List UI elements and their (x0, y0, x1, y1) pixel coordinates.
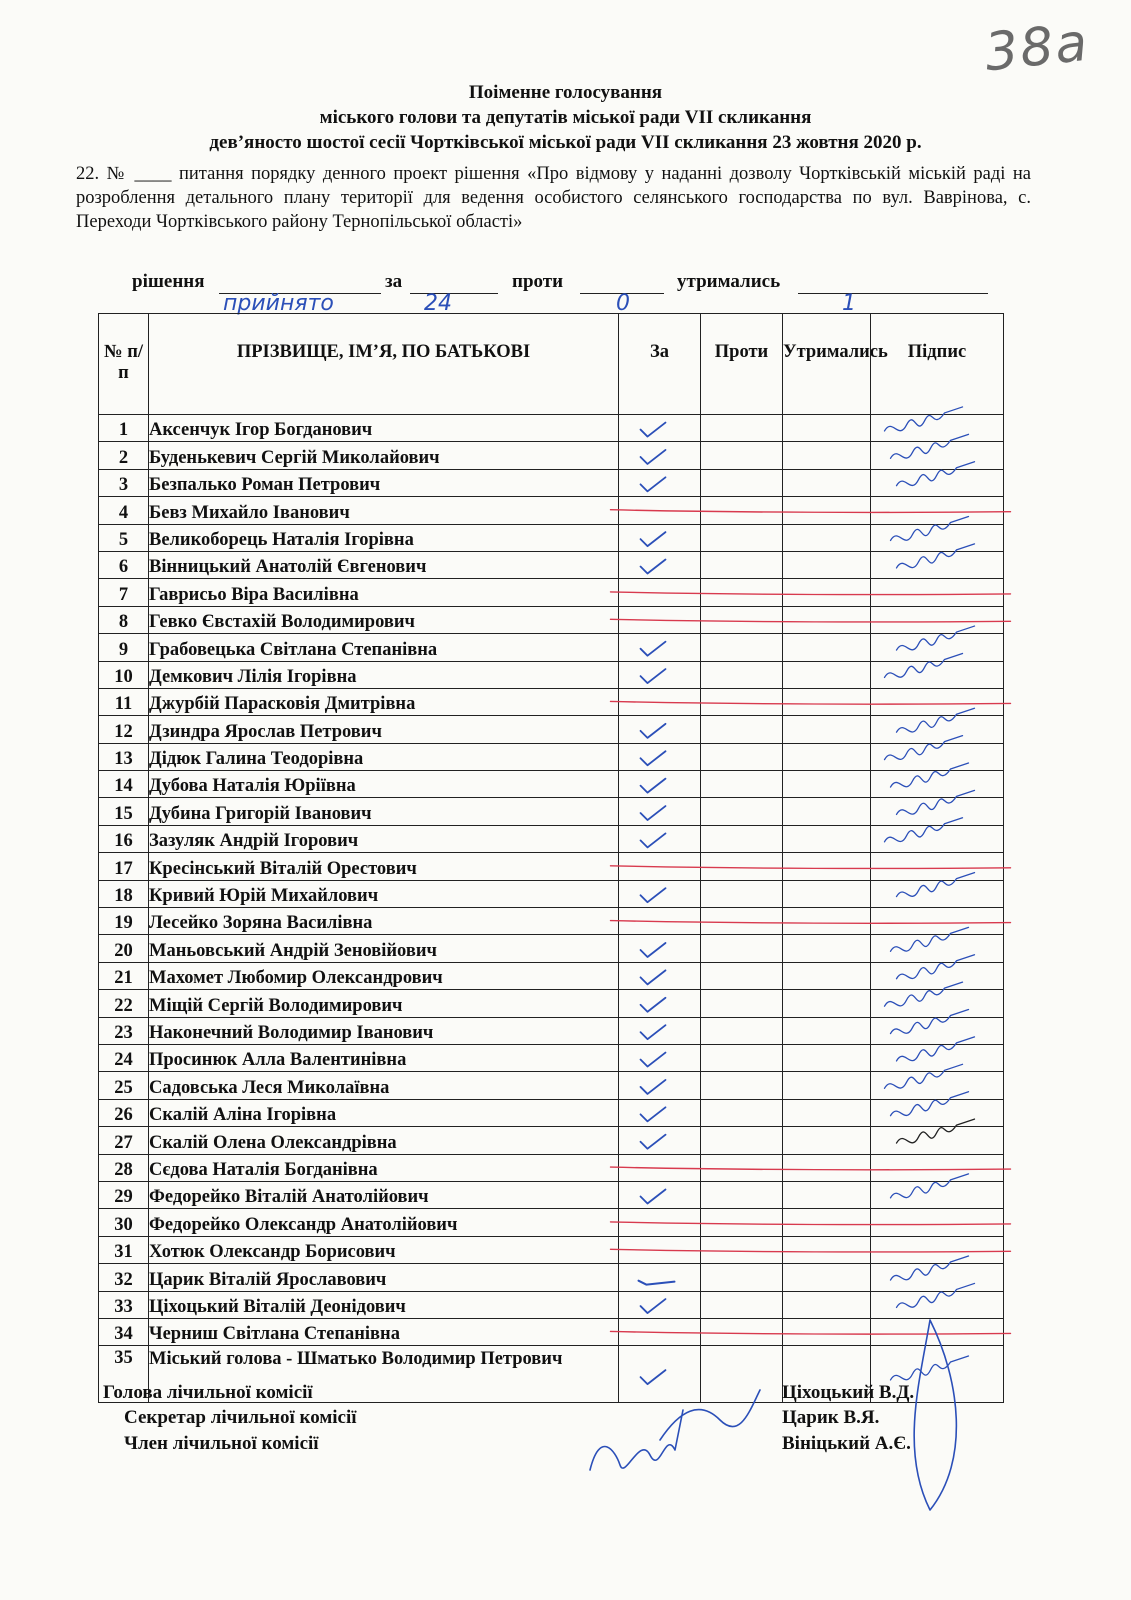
vote-abstained-cell (783, 551, 871, 578)
abstained-underline (798, 291, 988, 316)
vote-abstained-cell (783, 688, 871, 715)
deputy-name: Бевз Михайло Іванович (149, 497, 619, 524)
vote-for-cell (619, 1154, 701, 1181)
vote-abstained-cell (783, 1017, 871, 1044)
row-number: 9 (99, 634, 149, 661)
signature-cell (871, 524, 1004, 551)
vote-against-cell (701, 825, 783, 852)
vote-abstained-cell (783, 743, 871, 770)
signature-cell (871, 442, 1004, 469)
deputy-name: Міський голова - Шматько Володимир Петрович (149, 1346, 619, 1403)
deputy-name: Махомет Любомир Олександрович (149, 962, 619, 989)
signature-cell (871, 469, 1004, 496)
vote-abstained-cell (783, 908, 871, 935)
chair-name: Ціхоцький В.Д. (782, 1382, 915, 1403)
signature-cell (871, 688, 1004, 715)
vote-abstained-cell (783, 1154, 871, 1181)
vote-against-cell (701, 935, 783, 962)
table-row (99, 1209, 1004, 1236)
vote-against-cell (701, 1318, 783, 1345)
signature-cell (871, 1127, 1004, 1154)
header-name: ПРІЗВИЩЕ, ІМ’Я, ПО БАТЬКОВІ (149, 314, 619, 415)
signature-cell (871, 1017, 1004, 1044)
vote-against-cell (701, 688, 783, 715)
vote-for-cell (619, 1209, 701, 1236)
row-number: 4 (99, 497, 149, 524)
table-row (99, 1236, 1004, 1263)
row-number: 34 (99, 1318, 149, 1345)
vote-against-cell (701, 853, 783, 880)
vote-abstained-cell (783, 880, 871, 907)
vote-for-cell (619, 1264, 701, 1291)
vote-abstained-cell (783, 634, 871, 661)
signature-cell (871, 1181, 1004, 1208)
vote-for-cell (619, 634, 701, 661)
vote-abstained-cell (783, 935, 871, 962)
vote-against-cell (701, 415, 783, 442)
row-number: 19 (99, 908, 149, 935)
vote-abstained-cell (783, 1099, 871, 1126)
header-against: Проти (701, 314, 783, 415)
deputy-name: Хотюк Олександр Борисович (149, 1236, 619, 1263)
signature-cell (871, 908, 1004, 935)
secretary-name: Царик В.Я. (782, 1407, 880, 1428)
vote-abstained-cell (783, 1291, 871, 1318)
vote-against-cell (701, 1264, 783, 1291)
vote-against-cell (701, 551, 783, 578)
vote-for-cell (619, 551, 701, 578)
vote-against-cell (701, 908, 783, 935)
vote-against-cell (701, 497, 783, 524)
vote-against-cell (701, 1127, 783, 1154)
vote-against-cell (701, 1099, 783, 1126)
row-number: 30 (99, 1209, 149, 1236)
vote-against-cell (701, 990, 783, 1017)
vote-against-cell (701, 771, 783, 798)
vote-abstained-cell (783, 579, 871, 606)
table-row (99, 1154, 1004, 1181)
row-number: 12 (99, 716, 149, 743)
member-name: Вініцький А.Є. (782, 1433, 911, 1454)
deputy-name: Демкович Лілія Ігорівна (149, 661, 619, 688)
vote-against-cell (701, 469, 783, 496)
signature-cell (871, 771, 1004, 798)
signature-cell (871, 880, 1004, 907)
vote-against-cell (701, 579, 783, 606)
table-row (99, 1017, 1004, 1044)
row-number: 35 (99, 1346, 149, 1403)
signature-cell (871, 1318, 1004, 1345)
signature-cell (871, 634, 1004, 661)
vote-abstained-cell (783, 1318, 871, 1345)
vote-against-cell (701, 634, 783, 661)
roll-call-table (98, 313, 1004, 1403)
row-number: 14 (99, 771, 149, 798)
deputy-name: Царик Віталій Ярославович (149, 1264, 619, 1291)
table-row (99, 1318, 1004, 1345)
table-row (99, 990, 1004, 1017)
row-number: 23 (99, 1017, 149, 1044)
deputy-name: Скалій Аліна Ігорівна (149, 1099, 619, 1126)
signature-cell (871, 1236, 1004, 1263)
vote-abstained-cell (783, 853, 871, 880)
deputy-name: Лесейко Зоряна Василівна (149, 908, 619, 935)
against-count: 0 (616, 291, 630, 316)
signature-cell (871, 990, 1004, 1017)
deputy-name: Зазуляк Андрій Ігорович (149, 825, 619, 852)
deputy-name: Безпалько Роман Петрович (149, 469, 619, 496)
counting-commission-chair-label: Голова лічильної комісії (103, 1382, 313, 1403)
table-row (99, 579, 1004, 606)
vote-for-cell (619, 962, 701, 989)
signature-cell (871, 1154, 1004, 1181)
signature-cell (871, 661, 1004, 688)
vote-abstained-cell (783, 415, 871, 442)
vote-for-cell (619, 1181, 701, 1208)
signature-cell (871, 551, 1004, 578)
deputy-name: Грабовецька Світлана Степанівна (149, 634, 619, 661)
deputy-name: Аксенчук Ігор Богданович (149, 415, 619, 442)
header-number: № п/п (99, 314, 149, 415)
row-number: 2 (99, 442, 149, 469)
signature-cell (871, 798, 1004, 825)
deputy-name: Маньовський Андрій Зеновійович (149, 935, 619, 962)
row-number: 21 (99, 962, 149, 989)
deputy-name: Просинюк Алла Валентинівна (149, 1044, 619, 1071)
vote-abstained-cell (783, 771, 871, 798)
signature-cell (871, 853, 1004, 880)
header-for: За (619, 314, 701, 415)
table-row (99, 524, 1004, 551)
vote-abstained-cell (783, 1072, 871, 1099)
signature-cell (871, 1264, 1004, 1291)
header-signature: Підпис (871, 314, 1004, 415)
commission-signature-1 (590, 1410, 683, 1470)
vote-against-cell (701, 1072, 783, 1099)
table-row (99, 825, 1004, 852)
vote-against-cell (701, 798, 783, 825)
vote-for-cell (619, 661, 701, 688)
deputy-name: Джурбій Парасковія Дмитрівна (149, 688, 619, 715)
signature-cell (871, 497, 1004, 524)
table-row (99, 1127, 1004, 1154)
row-number: 20 (99, 935, 149, 962)
vote-for-cell (619, 743, 701, 770)
table-row (99, 1181, 1004, 1208)
row-number: 17 (99, 853, 149, 880)
row-number: 13 (99, 743, 149, 770)
deputy-name: Міщій Сергій Володимирович (149, 990, 619, 1017)
vote-for-cell (619, 1291, 701, 1318)
vote-against-cell (701, 1017, 783, 1044)
signature-cell (871, 935, 1004, 962)
vote-against-cell (701, 524, 783, 551)
row-number: 26 (99, 1099, 149, 1126)
vote-abstained-cell (783, 606, 871, 633)
abstained-count: 1 (842, 291, 856, 316)
for-count: 24 (424, 291, 452, 316)
row-number: 10 (99, 661, 149, 688)
vote-against-cell (701, 880, 783, 907)
vote-for-cell (619, 442, 701, 469)
vote-against-cell (701, 1209, 783, 1236)
signature-cell (871, 1044, 1004, 1071)
vote-abstained-cell (783, 661, 871, 688)
vote-for-cell (619, 1099, 701, 1126)
row-number: 31 (99, 1236, 149, 1263)
row-number: 29 (99, 1181, 149, 1208)
vote-for-cell (619, 853, 701, 880)
page-number: 38а (982, 12, 1092, 84)
deputy-name: Дідюк Галина Теодорівна (149, 743, 619, 770)
deputy-name: Кривий Юрій Михайлович (149, 880, 619, 907)
vote-abstained-cell (783, 716, 871, 743)
vote-against-cell (701, 1181, 783, 1208)
vote-abstained-cell (783, 442, 871, 469)
vote-abstained-cell (783, 497, 871, 524)
vote-for-cell (619, 469, 701, 496)
deputy-name: Наконечний Володимир Іванович (149, 1017, 619, 1044)
vote-for-cell (619, 771, 701, 798)
vote-for-cell (619, 1044, 701, 1071)
table-row (99, 880, 1004, 907)
decision-value: прийнято (223, 291, 334, 316)
table-row (99, 442, 1004, 469)
deputy-name: Дубина Григорій Іванович (149, 798, 619, 825)
vote-for-cell (619, 688, 701, 715)
deputy-name: Скалій Олена Олександрівна (149, 1127, 619, 1154)
vote-against-cell (701, 1154, 783, 1181)
vote-abstained-cell (783, 990, 871, 1017)
deputy-name: Садовська Леся Миколаївна (149, 1072, 619, 1099)
decision-label: рішення (132, 271, 205, 292)
row-number: 32 (99, 1264, 149, 1291)
vote-against-cell (701, 442, 783, 469)
row-number: 3 (99, 469, 149, 496)
deputy-name: Федорейко Віталій Анатолійович (149, 1181, 619, 1208)
table-row (99, 771, 1004, 798)
deputy-name: Дзиндра Ярослав Петрович (149, 716, 619, 743)
deputy-name: Дубова Наталія Юріївна (149, 771, 619, 798)
document-subtitle: міського голови та депутатів міської ради VII скликання (319, 107, 812, 128)
agenda-item-text: 22. № ____ питання порядку денного проект рішення «Про відмову у наданні дозволу Чортківській міській раді на розроблення детального плану території для ведення особистого селянського господарства по вул. Ваврінова, с. Переходи Чортківського району Тернопільської області» (76, 164, 1031, 232)
row-number: 6 (99, 551, 149, 578)
signature-cell (871, 743, 1004, 770)
counting-commission-secretary-label: Секретар лічильної комісії (124, 1407, 357, 1428)
vote-for-cell (619, 579, 701, 606)
vote-against-cell (701, 962, 783, 989)
vote-abstained-cell (783, 798, 871, 825)
deputy-name: Кресінський Віталій Орестович (149, 853, 619, 880)
signature-cell (871, 415, 1004, 442)
deputy-name: Великоборець Наталія Ігорівна (149, 524, 619, 551)
signature-cell (871, 825, 1004, 852)
row-number: 33 (99, 1291, 149, 1318)
header-abstained: Утримались (783, 314, 871, 415)
deputy-name: Гаврисьо Віра Василівна (149, 579, 619, 606)
table-row (99, 1264, 1004, 1291)
vote-abstained-cell (783, 1044, 871, 1071)
deputy-name: Черниш Світлана Степанівна (149, 1318, 619, 1345)
vote-against-cell (701, 661, 783, 688)
table-row (99, 1072, 1004, 1099)
vote-against-cell (701, 716, 783, 743)
vote-for-cell (619, 880, 701, 907)
vote-for-cell (619, 798, 701, 825)
vote-for-cell (619, 606, 701, 633)
vote-abstained-cell (783, 1209, 871, 1236)
table-row (99, 634, 1004, 661)
row-number: 8 (99, 606, 149, 633)
vote-for-cell (619, 716, 701, 743)
row-number: 1 (99, 415, 149, 442)
vote-for-cell (619, 1127, 701, 1154)
signature-cell (871, 1291, 1004, 1318)
row-number: 24 (99, 1044, 149, 1071)
table-row (99, 688, 1004, 715)
signature-cell (871, 606, 1004, 633)
table-row (99, 716, 1004, 743)
table-row (99, 1099, 1004, 1126)
row-number: 22 (99, 990, 149, 1017)
signature-cell (871, 579, 1004, 606)
vote-abstained-cell (783, 825, 871, 852)
vote-abstained-cell (783, 1264, 871, 1291)
table-row (99, 853, 1004, 880)
decision-summary (132, 263, 1032, 316)
deputy-name: Буденькевич Сергій Миколайович (149, 442, 619, 469)
table-row (99, 661, 1004, 688)
vote-for-cell (619, 825, 701, 852)
row-number: 15 (99, 798, 149, 825)
table-row (99, 798, 1004, 825)
deputy-name: Сєдова Наталія Богданівна (149, 1154, 619, 1181)
table-row (99, 908, 1004, 935)
document-title: Поіменне голосування (468, 82, 663, 103)
table-row (99, 551, 1004, 578)
vote-for-cell (619, 935, 701, 962)
signature-cell (871, 962, 1004, 989)
against-underline (580, 291, 664, 316)
vote-for-cell (619, 524, 701, 551)
decision-underline (219, 291, 381, 316)
counting-commission-member-label: Член лічильної комісії (124, 1433, 319, 1454)
row-number: 18 (99, 880, 149, 907)
vote-for-cell (619, 415, 701, 442)
vote-against-cell (701, 606, 783, 633)
row-number: 5 (99, 524, 149, 551)
signature-cell (871, 716, 1004, 743)
vote-for-cell (619, 908, 701, 935)
table-row (99, 1291, 1004, 1318)
signature-cell (871, 1072, 1004, 1099)
table-row (99, 743, 1004, 770)
vote-for-cell (619, 1072, 701, 1099)
table-row (99, 606, 1004, 633)
against-label: проти (512, 271, 564, 292)
row-number: 28 (99, 1154, 149, 1181)
table-row (99, 935, 1004, 962)
row-number: 27 (99, 1127, 149, 1154)
vote-against-cell (701, 1236, 783, 1263)
table-row (99, 1044, 1004, 1071)
row-number: 16 (99, 825, 149, 852)
vote-abstained-cell (783, 469, 871, 496)
row-number: 25 (99, 1072, 149, 1099)
table-row (99, 497, 1004, 524)
vote-for-cell (619, 497, 701, 524)
vote-against-cell (701, 1044, 783, 1071)
deputy-name: Ціхоцький Віталій Деонідович (149, 1291, 619, 1318)
for-underline (410, 291, 498, 316)
vote-for-cell (619, 1017, 701, 1044)
vote-abstained-cell (783, 1181, 871, 1208)
table-row (99, 469, 1004, 496)
table-row (99, 415, 1004, 442)
deputy-name: Вінницький Анатолій Євгенович (149, 551, 619, 578)
for-label: за (385, 271, 403, 292)
vote-abstained-cell (783, 962, 871, 989)
signature-cell (871, 1209, 1004, 1236)
deputy-name: Федорейко Олександр Анатолійович (149, 1209, 619, 1236)
vote-against-cell (701, 1291, 783, 1318)
vote-for-cell (619, 990, 701, 1017)
vote-against-cell (701, 1346, 783, 1403)
vote-for-cell (619, 1236, 701, 1263)
vote-for-cell (619, 1318, 701, 1345)
vote-abstained-cell (783, 524, 871, 551)
deputy-name: Гевко Євстахій Володимирович (149, 606, 619, 633)
row-number: 7 (99, 579, 149, 606)
session-line: дев’яносто шостої сесії Чортківської міської ради VII скликання 23 жовтня 2020 р. (209, 132, 922, 153)
vote-against-cell (701, 743, 783, 770)
vote-abstained-cell (783, 1127, 871, 1154)
row-number: 11 (99, 688, 149, 715)
vote-abstained-cell (783, 1236, 871, 1263)
vote-for-cell (619, 1346, 701, 1403)
abstained-label: утримались (677, 271, 781, 292)
table-row (99, 962, 1004, 989)
signature-cell (871, 1099, 1004, 1126)
